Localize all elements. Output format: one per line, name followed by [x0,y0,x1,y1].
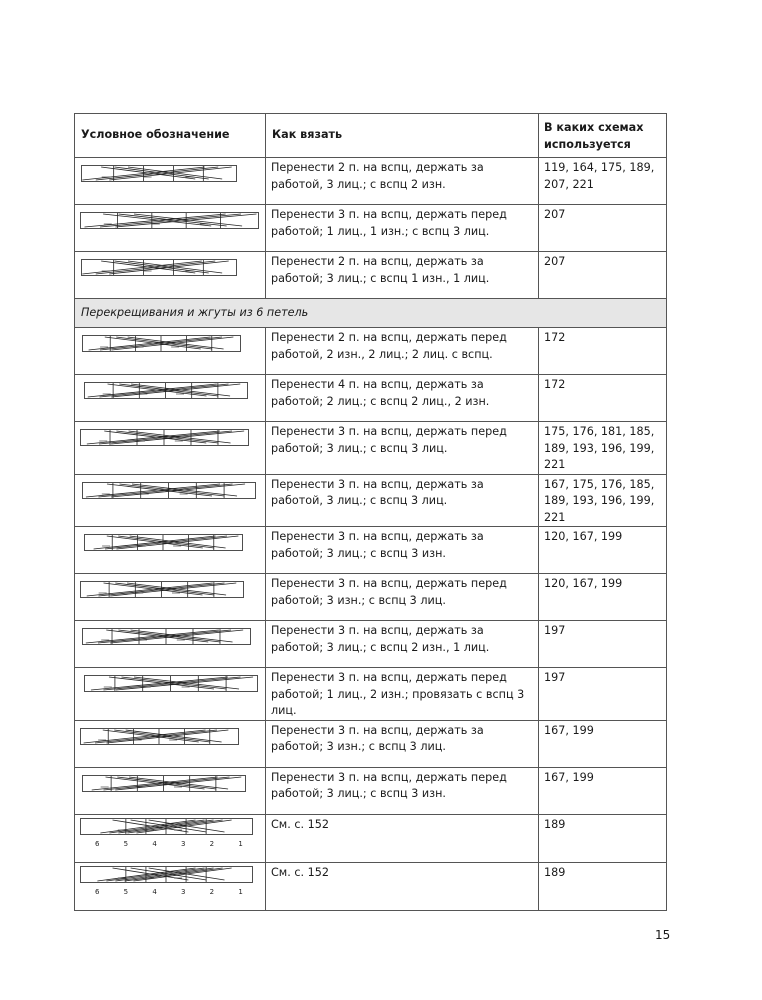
cable-symbol-diagram [79,527,262,569]
symbol-cell [75,814,266,862]
used-cell [539,668,667,721]
used-cell [539,862,667,910]
symbol-grid [81,213,259,229]
charts-list-text: 197 [544,671,566,684]
stitch-number-label: 2 [209,887,215,896]
table-row [75,862,667,910]
cable-symbol-diagram [79,375,262,417]
used-cell [539,814,667,862]
table-row [75,668,667,721]
symbol-grid [83,336,241,352]
page-number: 15 [655,928,671,942]
header-symbol [75,114,266,158]
symbol-cell [75,862,266,910]
how-cell [266,158,539,205]
instruction-text: Перенести 2 п. на вспц, держать перед работой, 2 изн., 2 лиц.; 2 лиц. с вспц. [271,331,507,361]
section-header-row [75,299,667,328]
stitch-number-label: 5 [123,887,129,896]
table-row [75,814,667,862]
section-title: Перекрещивания и жгуты из 6 петель [75,299,667,328]
symbol-grid [85,535,243,551]
used-cell [539,621,667,668]
table-row [75,621,667,668]
table-row [75,527,667,574]
header-used [539,114,667,158]
symbol-cell [75,668,266,721]
charts-list-text: 172 [544,331,566,344]
table-row [75,767,667,814]
charts-list-text: 167, 175, 176, 185, 189, 193, 196, 199, 221 [544,477,655,524]
header-used-label: В каких схемах используется [544,121,644,151]
charts-list-text: 167, 199 [544,770,594,784]
charts-list-text: 197 [544,624,566,637]
used-cell [539,422,667,475]
used-cell [539,375,667,422]
charts-list-text: 189 [544,817,566,831]
charts-list-text: 207 [544,208,566,221]
how-cell [266,720,539,767]
stitch-number-label: 6 [95,887,100,896]
how-cell [266,862,539,910]
cable-symbol-diagram [79,768,262,810]
symbol-grid [85,676,258,692]
how-cell [266,574,539,621]
stitch-number-label: 4 [152,887,157,896]
charts-list-text: 207 [544,255,566,268]
how-cell [266,767,539,814]
cable-symbol-diagram [79,252,262,294]
symbol-grid [83,775,246,791]
stitch-number-label: 4 [152,839,157,848]
stitch-number-label: 1 [238,839,243,848]
cable-symbol-diagram [79,863,262,907]
symbol-grid [85,383,248,399]
symbol-grid [83,482,256,498]
used-cell [539,205,667,252]
how-cell [266,205,539,252]
symbol-cell [75,205,266,252]
table-row [75,252,667,299]
table-row [75,720,667,767]
used-cell [539,474,667,527]
stitch-number-label: 3 [181,839,186,848]
used-cell [539,252,667,299]
how-cell [266,422,539,475]
header-how-label: Как вязать [272,128,343,141]
symbol-cell [75,422,266,475]
symbol-cell [75,158,266,205]
instruction-text: Перенести 3 п. на вспц, держать перед работой; 1 лиц., 1 изн.; с вспц 3 лиц. [271,208,507,238]
how-cell [266,621,539,668]
how-cell [266,328,539,375]
used-cell [539,574,667,621]
used-cell [539,767,667,814]
instruction-text: Перенести 3 п. на вспц, держать за работой; 3 лиц.; с вспц 2 изн., 1 лиц. [271,624,490,654]
symbol-grid [81,818,253,834]
how-cell [266,252,539,299]
symbol-cell [75,328,266,375]
table-row [75,574,667,621]
table-row [75,422,667,475]
cable-symbol-diagram [79,422,262,464]
symbol-cell [75,375,266,422]
symbol-grid [81,728,239,744]
used-cell [539,158,667,205]
table-row [75,375,667,422]
instruction-text: Перенести 3 п. на вспц, держать перед работой; 1 лиц., 2 изн.; провязать с вспц 3 лиц. [271,671,525,717]
charts-list-text: 189 [544,865,566,879]
symbol-grid [81,582,244,598]
how-cell [266,668,539,721]
used-cell [539,328,667,375]
charts-list-text: 120, 167, 199 [544,577,623,590]
instruction-text: См. с. 152 [271,817,329,831]
symbol-cell [75,621,266,668]
charts-list-text: 172 [544,378,566,391]
header-how [266,114,539,158]
cable-symbol-diagram [79,205,262,247]
instruction-text: Перенести 3 п. на вспц, держать перед работой; 3 изн.; с вспц 3 лиц. [271,577,507,607]
symbol-cell [75,252,266,299]
symbol-grid [82,260,237,276]
how-cell [266,527,539,574]
symbol-cell [75,720,266,767]
symbol-grid [81,866,253,882]
stitch-number-label: 5 [123,839,129,848]
symbol-grid [81,430,249,446]
symbol-cell [75,527,266,574]
cable-symbol-diagram [79,815,262,859]
cable-symbol-diagram [79,574,262,616]
instruction-text: Перенести 3 п. на вспц, держать за работой; 3 лиц.; с вспц 3 изн. [271,530,484,560]
header-symbol-label: Условное обозначение [81,128,230,141]
charts-list-text: 120, 167, 199 [544,530,623,543]
symbol-grid [83,629,251,645]
used-cell [539,720,667,767]
instruction-text: Перенести 3 п. на вспц, держать перед работой; 3 лиц.; с вспц 3 лиц. [271,425,507,455]
cable-symbol-diagram [79,158,262,200]
cable-symbol-diagram [79,475,262,517]
symbol-cell [75,767,266,814]
table-row [75,205,667,252]
table-row [75,328,667,375]
instruction-text: Перенести 4 п. на вспц, держать за работой; 2 лиц.; с вспц 2 лиц., 2 изн. [271,378,490,408]
stitch-number-label: 2 [209,839,215,848]
legend-table [74,113,667,911]
how-cell [266,375,539,422]
charts-list-text: 167, 199 [544,723,594,737]
cable-symbol-diagram [79,668,262,710]
table-header-row [75,114,667,158]
table-row [75,474,667,527]
table-row [75,158,667,205]
charts-list-text: 119, 164, 175, 189, 207, 221 [544,161,655,191]
symbol-grid [82,166,237,182]
used-cell [539,527,667,574]
instruction-text: Перенести 2 п. на вспц, держать за работой; 3 лиц.; с вспц 1 изн., 1 лиц. [271,255,490,285]
cable-symbol-diagram [79,328,262,370]
symbol-cell [75,574,266,621]
cable-symbol-diagram [79,621,262,663]
instruction-text: Перенести 3 п. на вспц, держать перед работой; 3 лиц.; с вспц 3 изн. [271,770,507,800]
stitch-number-label: 3 [181,887,186,896]
cable-symbol-diagram [79,721,262,763]
instruction-text: Перенести 3 п. на вспц, держать за работой, 3 лиц.; с вспц 3 лиц. [271,477,484,507]
instruction-text: Перенести 2 п. на вспц, держать за работой, 3 лиц.; с вспц 2 изн. [271,161,484,191]
instruction-text: См. с. 152 [271,865,329,879]
legend-body [75,114,667,911]
stitch-number-label: 1 [238,887,243,896]
how-cell [266,474,539,527]
instruction-text: Перенести 3 п. на вспц, держать за работой; 3 изн.; с вспц 3 лиц. [271,723,484,753]
how-cell [266,814,539,862]
symbol-cell [75,474,266,527]
charts-list-text: 175, 176, 181, 185, 189, 193, 196, 199, 221 [544,425,655,471]
stitch-number-label: 6 [95,839,100,848]
